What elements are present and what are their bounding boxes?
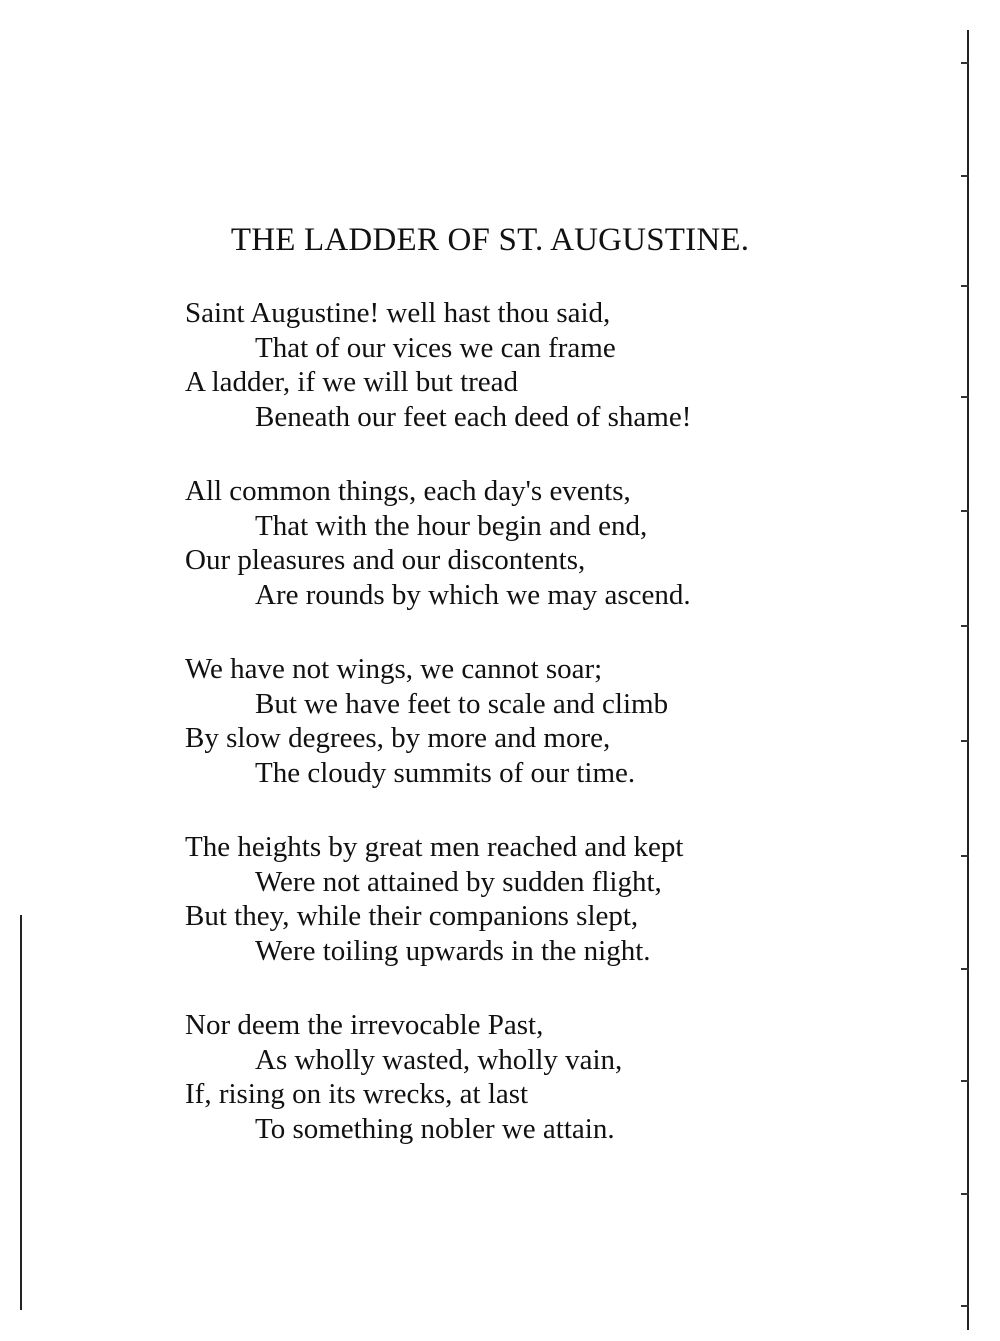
poem-line: If, rising on its wrecks, at last [185, 1078, 529, 1110]
poem-line: Nor deem the irrevocable Past, [185, 1009, 544, 1041]
poem-line: But they, while their companions slept, [185, 900, 639, 932]
scan-edge-tick [961, 175, 969, 177]
scan-edge-tick [961, 62, 969, 64]
poem-body [185, 296, 805, 1186]
poem-line: Are rounds by which we may ascend. [255, 578, 691, 611]
poem-line: Were not attained by sudden flight, [255, 865, 662, 898]
stanza [185, 652, 805, 790]
poem-line: Beneath our feet each deed of shame! [255, 400, 692, 433]
poem-line: As wholly wasted, wholly vain, [255, 1043, 623, 1076]
scan-edge-tick [961, 740, 969, 742]
poem-line: To something nobler we attain. [255, 1112, 615, 1145]
poem-line: By slow degrees, by more and more, [185, 722, 611, 754]
poem-line: That of our vices we can frame [255, 331, 616, 364]
poem-line: All common things, each day's events, [185, 475, 631, 507]
scan-edge-line-left [20, 915, 22, 1310]
poem-line: Our pleasures and our discontents, [185, 544, 586, 576]
scan-edge-tick [961, 1080, 969, 1082]
scan-edge-tick [961, 510, 969, 512]
scan-edge-tick [961, 855, 969, 857]
scan-edge-tick [961, 1305, 969, 1307]
poem-line: Saint Augustine! well hast thou said, [185, 297, 611, 329]
scan-edge-tick [961, 625, 969, 627]
stanza [185, 830, 805, 968]
scan-edge-tick [961, 1193, 969, 1195]
stanza [185, 296, 805, 434]
poem-line: We have not wings, we cannot soar; [185, 653, 603, 685]
stanza [185, 474, 805, 612]
poem-line: The heights by great men reached and kept [185, 831, 684, 863]
poem-line: The cloudy summits of our time. [255, 756, 636, 789]
scan-edge-tick [961, 968, 969, 970]
poem-line: Were toiling upwards in the night. [255, 934, 651, 967]
poem-title: THE LADDER OF ST. AUGUSTINE. [230, 222, 750, 258]
stanza [185, 1008, 805, 1146]
scan-edge-tick [961, 285, 969, 287]
poem-line: A ladder, if we will but tread [185, 366, 519, 398]
scan-edge-tick [961, 396, 969, 398]
poem-line: But we have feet to scale and climb [255, 687, 669, 720]
poem-line: That with the hour begin and end, [255, 509, 648, 542]
